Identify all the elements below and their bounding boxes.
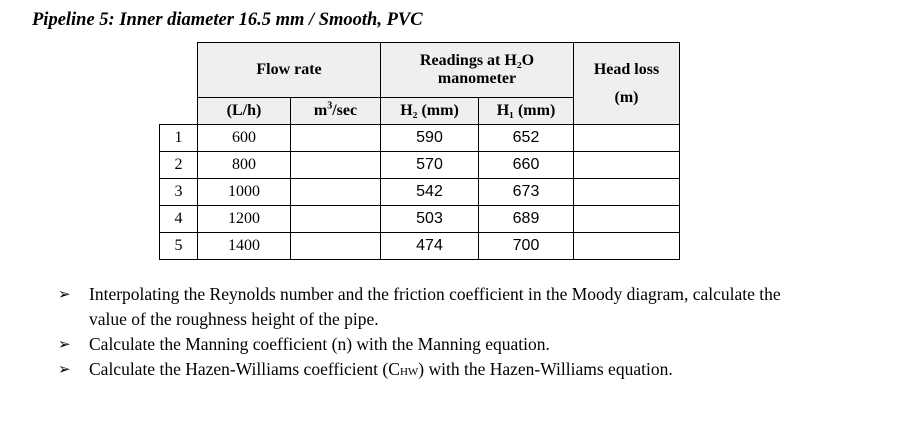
head-loss-cell	[574, 125, 680, 152]
h2-cell: 474	[381, 233, 479, 260]
head-loss-cell	[574, 179, 680, 206]
task-list	[58, 282, 809, 382]
task-item-manning	[58, 332, 809, 357]
head-loss-cell	[574, 152, 680, 179]
flow-m3s-cell	[291, 206, 381, 233]
flow-lh-cell: 600	[198, 125, 291, 152]
h2-cell: 542	[381, 179, 479, 206]
h1-cell: 700	[479, 233, 574, 260]
row-index-cell: 1	[160, 125, 198, 152]
table-row	[160, 152, 680, 179]
head-loss-cell	[574, 206, 680, 233]
measurement-table	[159, 42, 680, 260]
h1-cell: 652	[479, 125, 574, 152]
row-index-cell: 5	[160, 233, 198, 260]
arrowhead-bullet-icon: ➢	[58, 335, 71, 353]
h2-cell: 570	[381, 152, 479, 179]
task-item-hazen-williams	[58, 357, 809, 382]
head-loss-header	[574, 43, 680, 125]
readings-header	[381, 43, 574, 98]
h2-cell: 503	[381, 206, 479, 233]
corner-blank	[160, 43, 198, 98]
flow-lh-cell: 800	[198, 152, 291, 179]
table-row	[160, 179, 680, 206]
flow-lh-cell: 1400	[198, 233, 291, 260]
table-row	[160, 125, 680, 152]
table-row	[160, 206, 680, 233]
row-index-cell: 3	[160, 179, 198, 206]
flow-m3s-cell	[291, 233, 381, 260]
h2-cell: 590	[381, 125, 479, 152]
head-loss-header-line1: Head loss	[593, 60, 660, 78]
row-index-cell: 2	[160, 152, 198, 179]
flow-m3s-cell	[291, 179, 381, 206]
arrowhead-bullet-icon: ➢	[58, 360, 71, 378]
flow-m3s-cell	[291, 125, 381, 152]
col-header-h2: H₂ (mm)	[381, 98, 479, 125]
flow-lh-cell: 1000	[198, 179, 291, 206]
task-text: Calculate the Hazen-Williams coefficient (CHW) with the Hazen-Williams equation.	[89, 359, 673, 379]
corner-blank-2	[160, 98, 198, 125]
h1-cell: 673	[479, 179, 574, 206]
h1-cell: 689	[479, 206, 574, 233]
task-item-roughness	[58, 282, 809, 332]
head-loss-cell	[574, 233, 680, 260]
page-title: Pipeline 5: Inner diameter 16.5 mm / Smooth, PVC	[32, 10, 423, 30]
arrowhead-bullet-icon: ➢	[58, 285, 71, 303]
flow-rate-header: Flow rate	[198, 43, 381, 98]
table-row	[160, 233, 680, 260]
flow-lh-cell: 1200	[198, 206, 291, 233]
readings-header-line2: manometer	[437, 70, 517, 87]
col-header-m3-sec: $m^3/\sec$	[291, 98, 381, 125]
flow-m3s-cell	[291, 152, 381, 179]
h1-cell: 660	[479, 152, 574, 179]
col-header-h1: H₁ (mm)	[479, 98, 574, 125]
head-loss-header-line2: (m)	[614, 88, 639, 106]
row-index-cell: 4	[160, 206, 198, 233]
task-text: Interpolating the Reynolds number and the friction coefficient in the Moody diagram, calculate the value of the roughness height of the pipe.	[89, 284, 781, 329]
col-header-lh: (L/h)	[198, 98, 291, 125]
task-text: Calculate the Manning coefficient (n) with the Manning equation.	[89, 334, 550, 354]
readings-header-line1: Readings at H₂O	[419, 52, 535, 70]
